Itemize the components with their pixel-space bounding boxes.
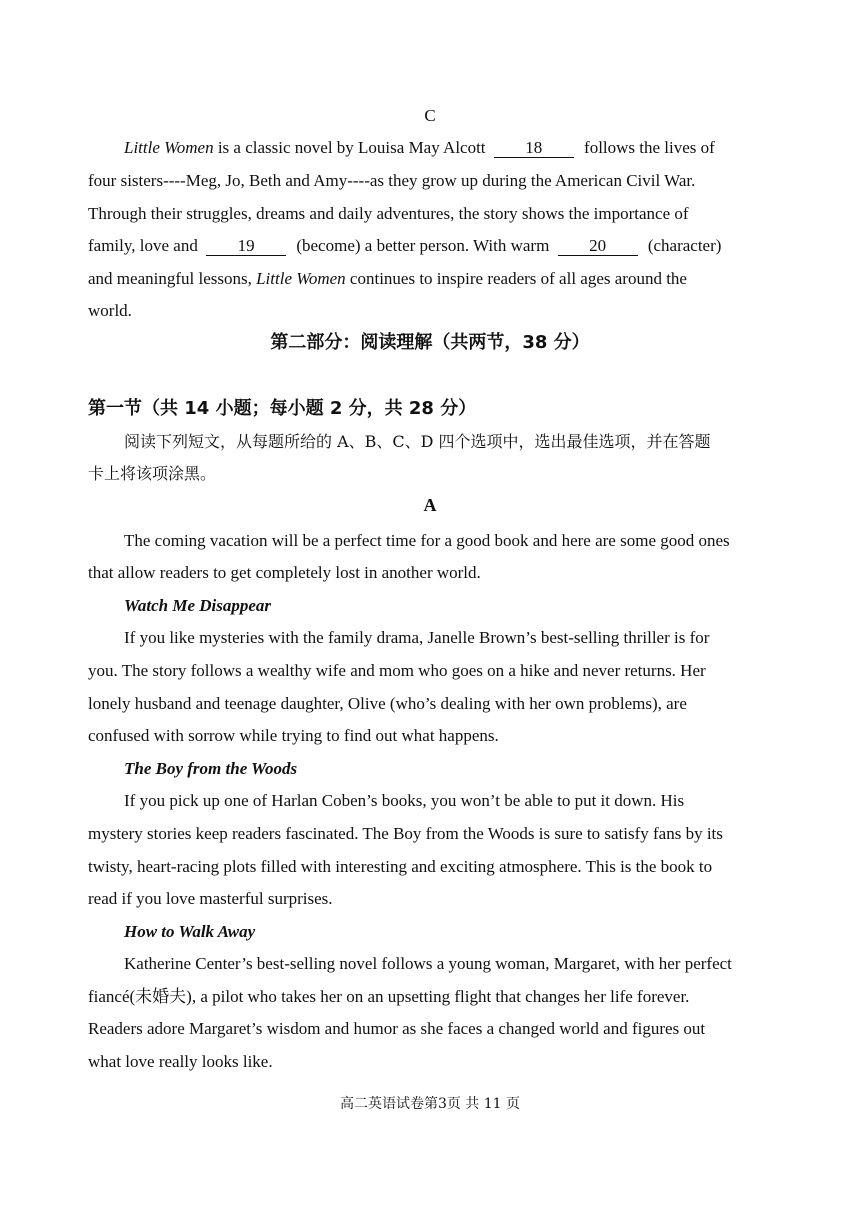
book-text-line: Katherine Center’s best-selling novel follows a young woman, Margaret, with her perfect (124, 954, 732, 973)
text-run: continues to inspire readers of all ages around the (345, 269, 687, 288)
page-footer: 高二英语试卷第3页 共 11 页 (339, 1096, 521, 1112)
passage-label-a: A (423, 495, 437, 515)
passage-a-intro-line-1: The coming vacation will be a perfect time for a good book and here are some good ones (124, 531, 730, 550)
blank-19: 19 (206, 237, 286, 256)
book-text-line: confused with sorrow while trying to find out what happens. (88, 726, 499, 745)
book-title: How to Walk Away (124, 922, 256, 941)
section-one-heading: 第一节（共 14 小题；每小题 2 分，共 28 分） (88, 398, 477, 419)
book-title: The Boy from the Woods (124, 759, 298, 778)
section-c-line-4 (88, 236, 721, 256)
book-text-line: read if you love masterful surprises. (88, 889, 333, 908)
section-c-line-1 (124, 138, 715, 158)
book-text-line: you. The story follows a wealthy wife and mom who goes on a hike and never returns. Her (88, 661, 706, 680)
section-c-line-3: Through their struggles, dreams and daily adventures, the story shows the importance of (88, 204, 689, 223)
text-run: is a classic novel by Louisa May Alcott (213, 138, 490, 157)
text-run: and meaningful lessons, (88, 269, 257, 288)
passage-a-intro-line-2: that allow readers to get completely lost in another world. (88, 563, 481, 582)
text-run: (character) (643, 236, 722, 255)
novel-title: Little Women (124, 138, 214, 157)
book-text-line: If you pick up one of Harlan Coben’s books, you won’t be able to put it down. His (124, 791, 685, 810)
novel-title: Little Women (256, 269, 346, 288)
book-text-line: lonely husband and teenage daughter, Olive (who’s dealing with her own problems), are (88, 694, 687, 713)
blank-20: 20 (558, 237, 638, 256)
book-text-line: Readers adore Margaret’s wisdom and humor as she faces a changed world and figures out (88, 1019, 706, 1038)
section-c-line-5 (88, 269, 687, 289)
section-c-line-6: world. (88, 301, 132, 320)
book-title: Watch Me Disappear (124, 596, 272, 615)
text-run: follows the lives of (579, 138, 715, 157)
book-text-line: If you like mysteries with the family drama, Janelle Brown’s best-selling thriller is for (124, 628, 710, 647)
book-text-line: twisty, heart-racing plots filled with interesting and exciting atmosphere. This is the book to (88, 857, 713, 876)
text-run: (become) a better person. With warm (292, 236, 554, 255)
book-text-line: what love really looks like. (88, 1052, 273, 1071)
book-text-line: fiancé(未婚夫), a pilot who takes her on an upsetting flight that changes her life forever. (88, 987, 690, 1006)
text-run: family, love and (88, 236, 203, 255)
instruction-line-2: 卡上将该项涂黑。 (88, 464, 217, 483)
instruction-line-1: 阅读下列短文，从每题所给的 A、B、C、D 四个选项中，选出最佳选项，并在答题 (124, 432, 711, 451)
blank-18: 18 (494, 139, 574, 158)
part-two-heading: 第二部分：阅读理解（共两节，38 分） (270, 332, 590, 353)
section-label-c: C (424, 106, 436, 125)
section-c-line-2: four sisters----Meg, Jo, Beth and Amy----as they grow up during the American Civil War. (88, 171, 696, 190)
book-text-line: mystery stories keep readers fascinated. The Boy from the Woods is sure to satisfy fans by its (88, 824, 723, 843)
